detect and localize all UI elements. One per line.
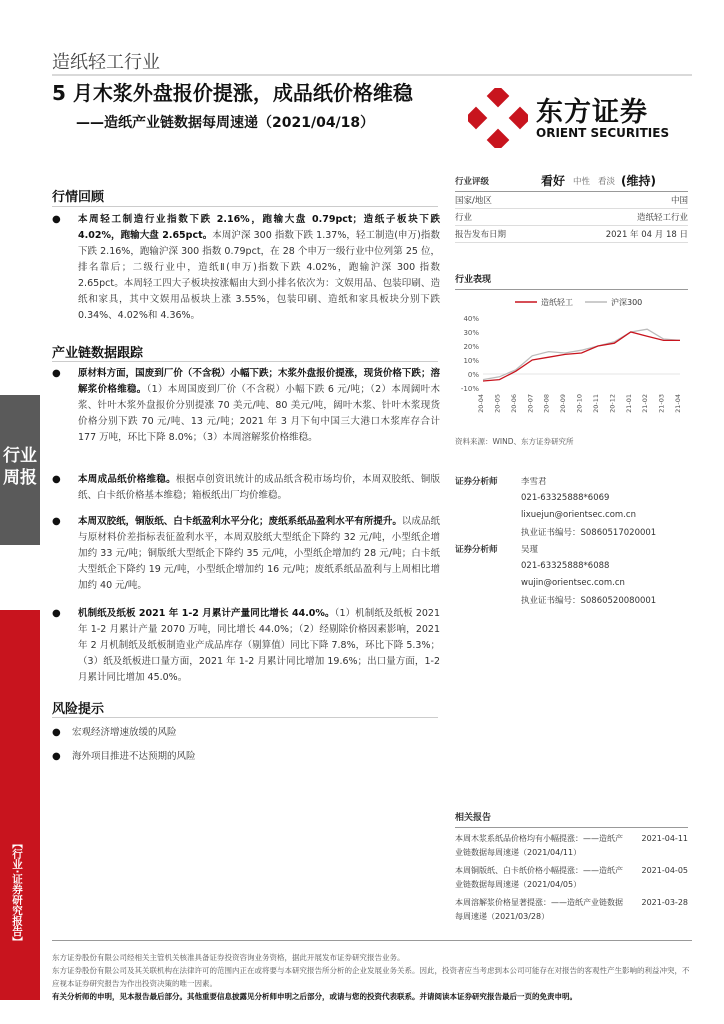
related-item-date: 2021-03-28 [641, 898, 688, 907]
risk-item: 海外项目推进不达预期的风险 [72, 751, 196, 762]
section-divider [52, 717, 438, 718]
chain-p2-bold: 本周成品纸价格维稳。 [78, 474, 176, 485]
series-line-paper [483, 332, 680, 381]
rating-main: 看好 [541, 174, 566, 188]
logo-cn-text: 东方证券 [536, 97, 648, 128]
legend-label-paper: 造纸轻工 [541, 298, 573, 307]
y-tick-label: 0% [467, 371, 479, 379]
chain-p1-bold: 原材料方面，国废到厂价（不含税）小幅下跌；木浆外盘报价提涨，现货价格下跌；溶解浆价格维稳。 [78, 368, 440, 395]
sidebar-tab-report-label: 【行业·证券研究报告】 [11, 838, 23, 947]
chain-paragraph-3 [78, 514, 440, 594]
sidebar-tab-report [0, 610, 40, 1000]
chain-paragraph-4 [78, 606, 440, 686]
related-item-title[interactable]: 本周木浆系纸品价格均有小幅提涨：——造纸产业链数据每周速递（2021/04/11） [455, 834, 623, 857]
related-item-date: 2021-04-05 [641, 866, 688, 875]
bullet-icon: ● [52, 368, 61, 379]
analyst-phone: 021-63325888*6069 [521, 492, 610, 503]
footer-line-3: 有关分析师的申明，见本报告最后部分。其他重要信息披露见分析师申明之后部分，或请与您的投资代表联系。并请阅读本证券研究报告最后一页的免责申明。 [52, 992, 577, 1001]
chain-p3-text: 以成品纸与原材料价差指标表征盈利水平，本周双胶纸大型纸企下降约 32 元/吨，小型纸企增加约 33 元/吨；铜版纸大型纸企下降约 35 元/吨，小型纸企增加约 28 元/吨；白卡纸大型纸企下降约 19 元/吨，小型纸企增加约 16 元/吨；废纸系纸品盈利与上周相比增加约 40 元/吨。 [78, 516, 440, 591]
bullet-icon: ● [52, 608, 61, 619]
info-value: 2021 年 04 月 18 日 [605, 230, 688, 240]
analyst-email[interactable]: wujin@orientsec.com.cn [521, 577, 625, 588]
market-review-text: 本周沪深 300 指数下跌 1.37%，轻工制造(申万)指数下跌 2.16%，跑输沪深 300 指数 0.79pct，在 28 个申万一级行业中位列第 25 位，排名靠后；二级行业中，造纸Ⅱ(申万)指数下跌 4.02%，跑输沪深 300 指数 2.65pct。本周轻工四大子板块按涨幅由大到小排名依次为：文娱用品、包装印刷、造纸和家具，其中文娱用品板块上涨 3.55%，包装印刷、造纸和家具板块分别下跌 0.34%、4.02%和 4.36%。 [78, 230, 440, 321]
x-tick-label: 21-02 [641, 394, 650, 413]
bullet-icon: ● [52, 727, 61, 738]
info-row [455, 192, 688, 209]
analyst-line [455, 540, 688, 557]
x-tick-label: 21-03 [657, 394, 666, 413]
x-tick-label: 20-05 [493, 394, 502, 413]
footer-divider [52, 940, 692, 941]
market-review-bold: 本周轻工制造行业指数下跌 2.16%，跑输大盘 0.79pct；造纸子板块下跌 4.02%，跑输大盘 2.65pct。 [78, 214, 440, 241]
x-tick-label: 21-04 [674, 394, 682, 413]
title-block [52, 80, 442, 132]
bullet-icon: ● [52, 474, 61, 485]
legend-label-hs300: 沪深300 [611, 298, 643, 307]
rating-label: 行业评级 [455, 176, 490, 187]
analysts-block [455, 472, 688, 608]
chain-paragraph-1 [78, 366, 440, 446]
info-value: 中国 [670, 196, 688, 206]
logo-en-text: ORIENT SECURITIES [536, 126, 670, 140]
section-risk-title: 风险提示 [52, 702, 105, 717]
x-tick-label: 20-08 [542, 394, 551, 413]
related-item[interactable] [455, 832, 688, 860]
y-tick-label: 40% [463, 315, 479, 323]
related-title: 相关报告 [455, 810, 688, 828]
section-chain-title: 产业链数据跟踪 [52, 346, 144, 361]
x-tick-label: 21-01 [624, 394, 633, 413]
orient-logo [468, 88, 698, 148]
section-divider [52, 206, 438, 207]
related-item-title[interactable]: 本周铜版纸、白卡纸价格小幅提涨：——造纸产业链数据每周速递（2021/04/05） [455, 866, 623, 889]
x-tick-label: 20-10 [575, 394, 584, 413]
rating-row [455, 170, 688, 192]
footer [52, 945, 692, 1003]
perf-source: 资料来源：WIND、东方证券研究所 [455, 437, 574, 446]
sector-title: 造纸轻工行业 [52, 52, 160, 73]
footer-line-2: 东方证券股份有限公司及其关联机构在法律许可的范围内正在或将要与本研究报告所分析的企业发展业务关系。因此，投资者应当考虑到本公司可能存在对报告的客观性产生影响的利益冲突，不应视本证券研究报告为作出投资决策的唯一因素。 [52, 966, 690, 988]
chain-p1-text: （1）本周国废到厂价（不含税）小幅下跌 6 元/吨；（2）本周阔叶木浆、针叶木浆外盘报价分别提涨 70 美元/吨、80 美元/吨，阔叶木浆、针叶木浆现货价格分别下跌 70 元/吨、13 元/吨；2021 年 3 月下旬中国三大港口木浆库存合计 177 万吨，环比下降 8.0%；（3）本周溶解浆价格维稳。 [78, 384, 440, 443]
sidebar-tab-weekly-label: 行业周报 [3, 446, 37, 488]
related-item-title[interactable]: 本周溶解浆价格显著提涨：——造纸产业链数据每周速递（2021/03/28） [455, 898, 623, 921]
report-title: 5 月木浆外盘报价提涨，成品纸价格维稳 [52, 81, 413, 105]
sidebar-tab-weekly [0, 395, 40, 545]
rating-opt-negative: 看淡 [598, 176, 616, 187]
info-key: 报告发布日期 [455, 230, 507, 240]
x-tick-label: 20-09 [559, 394, 568, 413]
analyst-name: 吴瑾 [521, 544, 539, 555]
y-tick-label: 20% [463, 343, 479, 351]
related-item[interactable] [455, 896, 688, 924]
section-market-review-title: 行情回顾 [52, 190, 105, 205]
related-reports [455, 810, 688, 924]
chain-p4-bold: 机制纸及纸板 2021 年 1-2 月累计产量同比增长 44.0%。 [78, 608, 335, 619]
y-tick-label: 30% [463, 329, 479, 337]
report-subtitle: ——造纸产业链数据每周速递（2021/04/18） [76, 115, 375, 131]
info-row [455, 226, 688, 243]
info-key: 行业 [455, 213, 473, 223]
analyst-line [455, 472, 688, 489]
chain-p4-text: （1）机制纸及纸板 2021 年 1-2 月累计产量 2070 万吨，同比增长 44.0%；（2）经剔除价格因素影响，2021 年 2 月机制纸及纸板制造业产成品库存（剔算值）同比下降 7.8%，环比下降 5.3%；（3）纸及纸板进口量方面，2021 年 1-2 月累计同比增加 19.6%；出口量方面，1-2 月累计同比增加 45.0%。 [78, 608, 440, 683]
y-tick-label: -10% [460, 385, 479, 393]
analyst-email[interactable]: lixuejun@orientsec.com.cn [521, 509, 636, 520]
x-tick-label: 20-04 [477, 394, 485, 413]
top-divider [52, 74, 692, 76]
info-row [455, 209, 688, 226]
x-tick-label: 20-07 [526, 394, 535, 413]
x-tick-label: 20-06 [509, 394, 518, 413]
section-divider [52, 361, 438, 362]
info-key: 国家/地区 [455, 196, 492, 206]
y-tick-label: 10% [463, 357, 479, 365]
risk-item: 宏观经济增速放缓的风险 [72, 727, 177, 738]
rating-keep: (维持) [621, 174, 657, 188]
footer-line-1: 东方证券股份有限公司经相关主管机关核准具备证券投资咨询业务资格，据此开展发布证券研究报告业务。 [52, 953, 405, 962]
chain-p2-text: 根据卓创资讯统计的成品纸含税市场均价，本周双胶纸、铜版纸、白卡纸价格基本维稳；箱板纸出厂均价维稳。 [78, 474, 440, 501]
bullet-icon: ● [52, 214, 61, 225]
related-item[interactable] [455, 864, 688, 892]
analyst-license: 执业证书编号：S0860517020001 [521, 527, 657, 538]
rating-opt-neutral: 中性 [573, 176, 591, 187]
chain-p3-bold: 本周双胶纸，铜版纸、白卡纸盈利水平分化；废纸系纸品盈利水平有所提升。 [78, 516, 402, 527]
x-tick-label: 20-12 [608, 394, 617, 413]
analyst-phone: 021-63325888*6088 [521, 560, 610, 571]
bullet-icon: ● [52, 516, 61, 527]
perf-title: 行业表现 [455, 272, 688, 290]
bullet-icon: ● [52, 751, 61, 762]
analyst-label: 证券分析师 [455, 544, 498, 555]
logo-mark-icon [468, 88, 528, 148]
info-value: 造纸轻工行业 [636, 213, 688, 223]
related-item-date: 2021-04-11 [641, 834, 688, 843]
performance-panel [455, 272, 688, 447]
performance-chart [455, 294, 688, 414]
analyst-name: 李雪君 [521, 476, 547, 487]
rating-table [455, 170, 688, 243]
analyst-license: 执业证书编号：S0860520080001 [521, 595, 657, 606]
x-tick-label: 20-11 [591, 394, 600, 413]
chain-paragraph-2 [78, 472, 440, 504]
market-review-paragraph [78, 212, 440, 324]
analyst-label: 证券分析师 [455, 476, 498, 487]
